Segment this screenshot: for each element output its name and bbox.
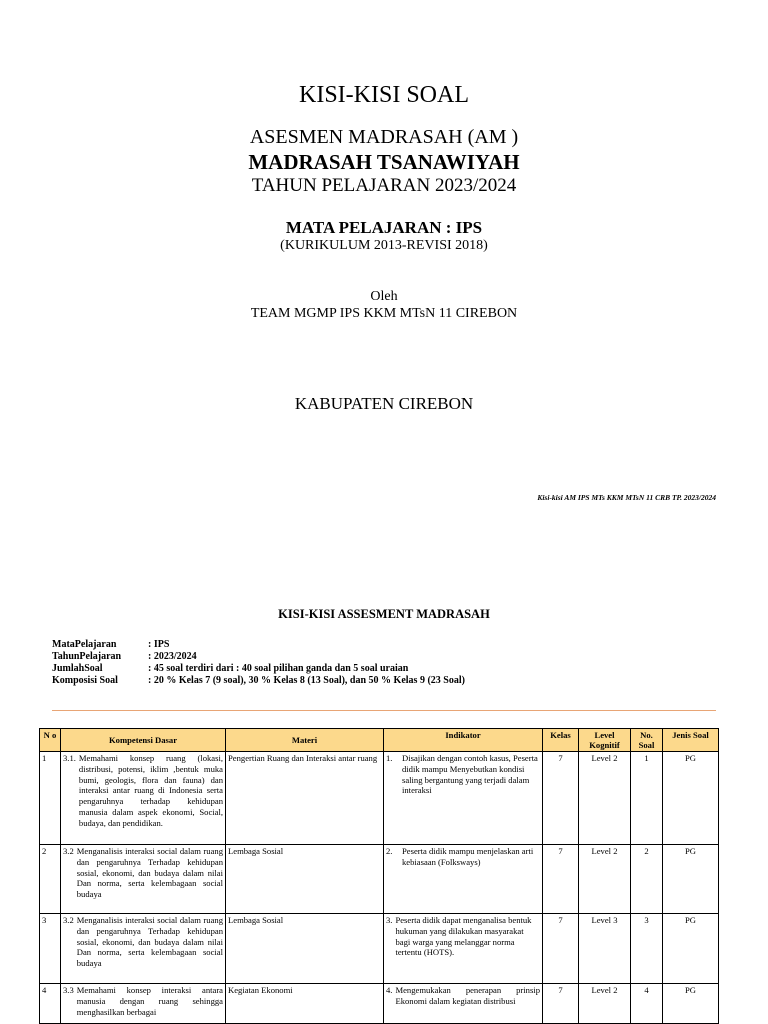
cover-curriculum: (KURIKULUM 2013-REVISI 2018) — [280, 238, 488, 253]
kd-number: 3.1. — [63, 753, 76, 763]
cell-kelas: 7 — [543, 845, 579, 914]
cell-materi: Lembaga Sosial — [226, 845, 384, 914]
header-kelas: Kelas — [543, 729, 579, 752]
cell-kompetensi-dasar — [61, 914, 226, 984]
kd-text: Menganalisis interaksi social dalam ruang dan pengaruhnya Terhadap kehidupan sosial, ekonomi, dan budaya dalam nilai Dan norma, serta kelembagaan social budaya — [76, 915, 223, 969]
cell-no-soal: 2 — [631, 845, 663, 914]
cell-indikator — [384, 752, 543, 845]
info-label: JumlahSoal — [52, 663, 103, 674]
cell-materi: Kegiatan Ekonomi — [226, 984, 384, 1024]
info-value: : 45 soal terdiri dari : 40 soal pilihan ganda dan 5 soal uraian — [148, 663, 409, 674]
cell-materi: Lembaga Sosial — [226, 914, 384, 984]
header-jenis-soal: Jenis Soal — [663, 729, 719, 752]
table-row — [40, 845, 719, 914]
page-footer-note: Kisi-kisi AM IPS MTs KKM MTsN 11 CRB TP. 2023/2024 — [537, 493, 716, 502]
cell-no-soal: 4 — [631, 984, 663, 1024]
cell-kelas: 7 — [543, 752, 579, 845]
cell-jenis-soal: PG — [663, 752, 719, 845]
cell-no: 4 — [40, 984, 61, 1024]
indikator-number: 3. — [386, 915, 393, 925]
cell-indikator — [384, 914, 543, 984]
header-materi: Materi — [226, 729, 384, 752]
indikator-text: Disajikan dengan contoh kasus, Peserta didik mampu Menyebutkan kondisi saling bergantung yang terjadi dalam interaksi — [402, 753, 538, 796]
indikator-text: Peserta didik dapat menganalisa bentuk hukuman yang dilakukan masyarakat bagi warga yang melanggar norma tertentu (HOTS). — [395, 915, 532, 958]
table-row — [40, 984, 719, 1024]
indikator-text: Peserta didik mampu menjelaskan arti kebiasaan (Folksways) — [402, 846, 534, 867]
indikator-number: 4. — [386, 985, 393, 995]
cell-kompetensi-dasar — [61, 845, 226, 914]
table-header-row — [40, 729, 719, 752]
divider — [52, 710, 716, 711]
table-row — [40, 914, 719, 984]
cell-no-soal: 1 — [631, 752, 663, 845]
cell-no: 2 — [40, 845, 61, 914]
cell-kompetensi-dasar — [61, 752, 226, 845]
info-block — [52, 639, 465, 687]
cover-year: TAHUN PELAJARAN 2023/2024 — [251, 175, 517, 196]
cover-school: MADRASAH TSANAWIYAH — [248, 150, 520, 174]
cell-level: Level 2 — [579, 752, 631, 845]
cell-jenis-soal: PG — [663, 984, 719, 1024]
info-value: : 2023/2024 — [148, 651, 197, 662]
cover-by: Oleh — [370, 289, 398, 304]
kd-text: Memahami konsep interaksi antara manusia dengan ruang sehingga menghasilkan berbagai — [76, 985, 223, 1017]
cell-kelas: 7 — [543, 914, 579, 984]
cell-indikator — [384, 845, 543, 914]
cell-kompetensi-dasar — [61, 984, 226, 1024]
kd-number: 3.3 — [63, 985, 74, 995]
header-kompetensi-dasar: Kompetensi Dasar — [61, 729, 226, 752]
header-no-soal: No. Soal — [631, 729, 663, 752]
info-label: TahunPelajaran — [52, 651, 122, 662]
cell-level: Level 2 — [579, 845, 631, 914]
kisi-kisi-table — [39, 728, 719, 1024]
indikator-number: 1. — [386, 753, 393, 763]
header-level-kognitif: Level Kognitif — [579, 729, 631, 752]
header-no: N o — [40, 729, 61, 752]
info-value: : IPS — [148, 639, 170, 650]
indikator-number: 2. — [386, 846, 393, 856]
cell-jenis-soal: PG — [663, 914, 719, 984]
cell-level: Level 2 — [579, 984, 631, 1024]
cover-title: KISI-KISI SOAL — [299, 82, 469, 108]
cell-kelas: 7 — [543, 984, 579, 1024]
info-row — [52, 663, 465, 675]
indikator-text: Mengemukakan penerapan prinsip Ekonomi dalam kegiatan distribusi — [395, 985, 540, 1006]
kd-number: 3.2 — [63, 915, 74, 925]
info-row — [52, 675, 465, 687]
cell-indikator — [384, 984, 543, 1024]
cell-level: Level 3 — [579, 914, 631, 984]
kd-number: 3.2 — [63, 846, 74, 856]
cell-jenis-soal: PG — [663, 845, 719, 914]
cell-no: 1 — [40, 752, 61, 845]
cover-team: TEAM MGMP IPS KKM MTsN 11 CIREBON — [250, 306, 518, 321]
info-label: MataPelajaran — [52, 639, 117, 650]
info-row — [52, 639, 465, 651]
section-title: KISI-KISI ASSESMENT MADRASAH — [278, 607, 490, 621]
cover-subtitle: ASESMEN MADRASAH (AM ) — [249, 126, 519, 148]
header-indikator: Indikator — [384, 729, 543, 752]
kd-text: Menganalisis interaksi social dalam ruang dan pengaruhnya Terhadap kehidupan sosial, ekonomi, dan budaya dalam nilai Dan norma, serta kelembagaan social budaya — [76, 846, 223, 900]
cell-no: 3 — [40, 914, 61, 984]
info-value: : 20 % Kelas 7 (9 soal), 30 % Kelas 8 (13 Soal), dan 50 % Kelas 9 (23 Soal) — [148, 675, 465, 686]
info-label: Komposisi Soal — [52, 675, 118, 686]
cell-materi: Pengertian Ruang dan Interaksi antar ruang — [226, 752, 384, 845]
info-row — [52, 651, 465, 663]
cover-subject: MATA PELAJARAN : IPS — [285, 218, 483, 237]
cell-no-soal: 3 — [631, 914, 663, 984]
cover-region: KABUPATEN CIREBON — [294, 394, 474, 413]
table-row — [40, 752, 719, 845]
kd-text: Memahami konsep ruang (lokasi, distribusi, potensi, iklim ,bentuk muka bumi, geologis, flora dan fauna) dan interaksi antar ruang di Indonesia serta pengaruhnya terhadap kehidupan manusia dalam aspek ekonomi, Social, budaya, dan pendidikan. — [78, 753, 223, 828]
